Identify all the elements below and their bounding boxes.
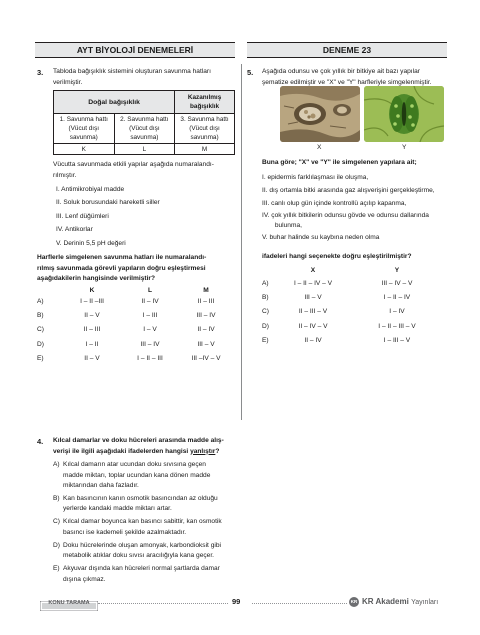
option-y-value: I – IV [389,308,405,316]
list-item: II. Soluk borusundaki hareketli siller [56,199,160,207]
option-text-line: dışına çıkmaz. [63,575,106,583]
option-x-value: III – V [304,294,322,302]
col-header-y: Y [394,267,400,274]
table-cell-line1: 1. Savunma hattı (Vücut dışı savunma) [54,114,115,144]
option-k-value: I – II [85,340,99,348]
option-text-line: Kılcal damarın atar ucundan doku sıvısına geçen [63,461,206,468]
table-cell-line3: 3. Savunma hattı (Vücut dışı savunma) [175,114,235,144]
option-text-line: Akyuvar dışında kan hücreleri normal şartlarda damar [63,565,220,573]
list-item: V. buhar halinde su kaybına neden olma [262,233,380,241]
question-4-options [53,460,243,587]
stomata-image [364,86,444,142]
option-label: E) [53,565,60,573]
option-text-line: Doku hücrelerinde oluşan amonyak, karbondioksit gibi [63,541,221,549]
question-4-number: 4. [37,437,44,446]
option-x-value: I – II – IV – V [293,280,333,287]
answer-option-row[interactable] [53,541,243,562]
table-letter-k: K [54,144,115,155]
header-right-title: DENEME 23 [322,45,372,55]
list-item: III. Lenf düğümleri [56,212,109,220]
brand-name: KR Akademi Yayınları [362,597,439,606]
option-x-value: II – III – V [298,308,328,316]
table-letter-l: L [114,144,175,155]
question-5-items [262,171,435,244]
list-item: III. canlı olup gün içinde kontrollü açılıp kapanma, [262,200,407,208]
option-label: A) [53,461,60,468]
table-header-natural: Doğal bağışıklık [54,91,175,114]
option-label: D) [37,340,44,348]
answer-option-row[interactable] [53,494,243,515]
option-label: C) [262,308,269,316]
option-k-value: II – V [84,354,100,362]
table-header-acquired: Kazanılmış bağışıklık [175,91,235,114]
question-3-stem: Tabloda bağışıklık sistemini oluşturan savunma hatları verilmiştir. [53,68,211,86]
question-3-items [56,183,160,250]
list-item: IV. çok yıllık bitkilerin odunsu gövde ve odunsu dallarında [262,211,429,219]
option-text-line: madde miktarı, toplar ucundan kana dönen madde [63,471,211,479]
option-label: D) [262,322,269,330]
header-right-bar [247,42,447,58]
answer-option-row[interactable] [53,460,243,492]
image-label-y: Y [402,144,407,151]
option-text-line: Kan basıncının kanın osmotik basıncından az olduğu [63,494,218,502]
option-label: C) [37,326,44,334]
footer-right-rule [252,603,347,604]
col-header-m: M [203,287,209,294]
question-3-ask: Harflerle simgelenen savunma hatları ile numaralandı- rılmış savunmada görevli yapıların doğru eşleştirmesi aşağıdakilerin hangisinde verilmiştir? [37,254,207,282]
table-letter-m: M [175,144,235,155]
option-x-value: II – IV [304,336,322,344]
option-l-value: I – V [143,326,157,334]
option-l-value: II – IV [141,298,159,305]
option-text-line: yerlerde kandaki madde miktarı artar. [63,505,172,513]
option-k-value: II – III [83,326,101,334]
option-x-value: II – IV – V [298,322,328,330]
option-label: C) [53,518,60,526]
question-5-ask: Buna göre; "X" ve "Y" ile simgelenen yapılara ait; [262,159,417,166]
col-header-k: K [89,287,95,294]
option-label: E) [37,354,44,362]
option-text-line: basıncı ise kademeli şekilde azalmaktadır. [63,528,187,536]
table-cell-line2: 2. Savunma hattı (Vücut dışı savunma) [114,114,175,144]
footer-left-logo: KONU TARAMA [40,598,98,608]
column-divider [241,64,242,420]
answer-option-row[interactable] [53,517,243,538]
list-item: II. dış ortamla bitki arasında gaz alışverişini gerçekleştirme, [262,187,435,195]
option-label: B) [53,494,60,502]
footer-left-rule [98,603,228,604]
question-5-stem: Aşağıda odunsu ve çok yıllık bir bitkiye ait bazı yapılar şematize edilmiştir ve "X" ve "Y" harfleriyle simgelenmiştir. [262,68,432,86]
option-label: B) [37,312,44,320]
option-l-value: I – II – III [137,354,163,362]
header-left-bar [35,42,235,58]
option-y-value: I – III – V [383,336,411,344]
col-header-l: L [147,287,153,294]
question-3-intro: Vücutta savunmada etkili yapılar aşağıda numaralandı- rılmıştır. [53,161,214,179]
option-label: B) [262,294,269,302]
option-m-value: II – III [197,298,215,305]
option-y-value: III – IV – V [381,280,413,287]
option-y-value: I – II – IV [383,294,411,302]
option-m-value: III – IV [196,312,216,320]
image-label-x: X [317,144,322,151]
question-4-stem: Kılcal damarlar ve doku hücreleri arasında madde alış- verişi ile ilgili aşağıdaki ifadelerden hangisi yanlıştır? [53,437,224,455]
list-item: IV. Antikorlar [56,226,93,234]
list-item: bulunma, [262,221,302,229]
option-l-value: III – IV [140,340,160,348]
option-k-value: I – II –III [80,298,104,305]
option-label: A) [262,280,269,287]
option-m-value: III –IV – V [191,354,221,362]
option-text-line: Kılcal damar boyunca kan basıncı sabittir, kan osmotik [63,518,222,526]
option-l-value: I – III [142,312,158,320]
lenticel-image [280,86,360,142]
option-y-value: I – II – III – V [378,322,416,330]
list-item: I. Antimikrobiyal madde [56,186,125,193]
defense-lines-table [53,90,235,155]
question-5-number: 5. [247,68,254,77]
list-item: V. Derinin 5,5 pH değeri [56,239,126,247]
list-item: I. epidermis farklılaşması ile oluşma, [262,174,369,181]
option-label: A) [37,298,44,305]
option-label: D) [53,541,60,549]
col-header-x: X [310,267,316,274]
option-text-line: miktarından daha fazladır. [63,482,139,489]
page-number: 99 [232,597,241,606]
header-left-title: AYT BİYOLOJİ DENEMELERİ [76,45,194,55]
option-text-line: metabolik atıklar doku sıvısı aracılığıyla kana geçer. [63,552,214,560]
question-5-ask2: ifadeleri hangi seçenekte doğru eşleştirilmiştir? [262,253,412,260]
option-m-value: III – V [197,340,215,348]
option-label: E) [262,336,269,344]
answer-option-row[interactable] [53,564,243,585]
question-3-number: 3. [37,68,44,77]
option-m-value: II – IV [197,326,215,334]
kr-logo-icon: KR [349,597,359,607]
option-k-value: II – V [84,312,100,320]
